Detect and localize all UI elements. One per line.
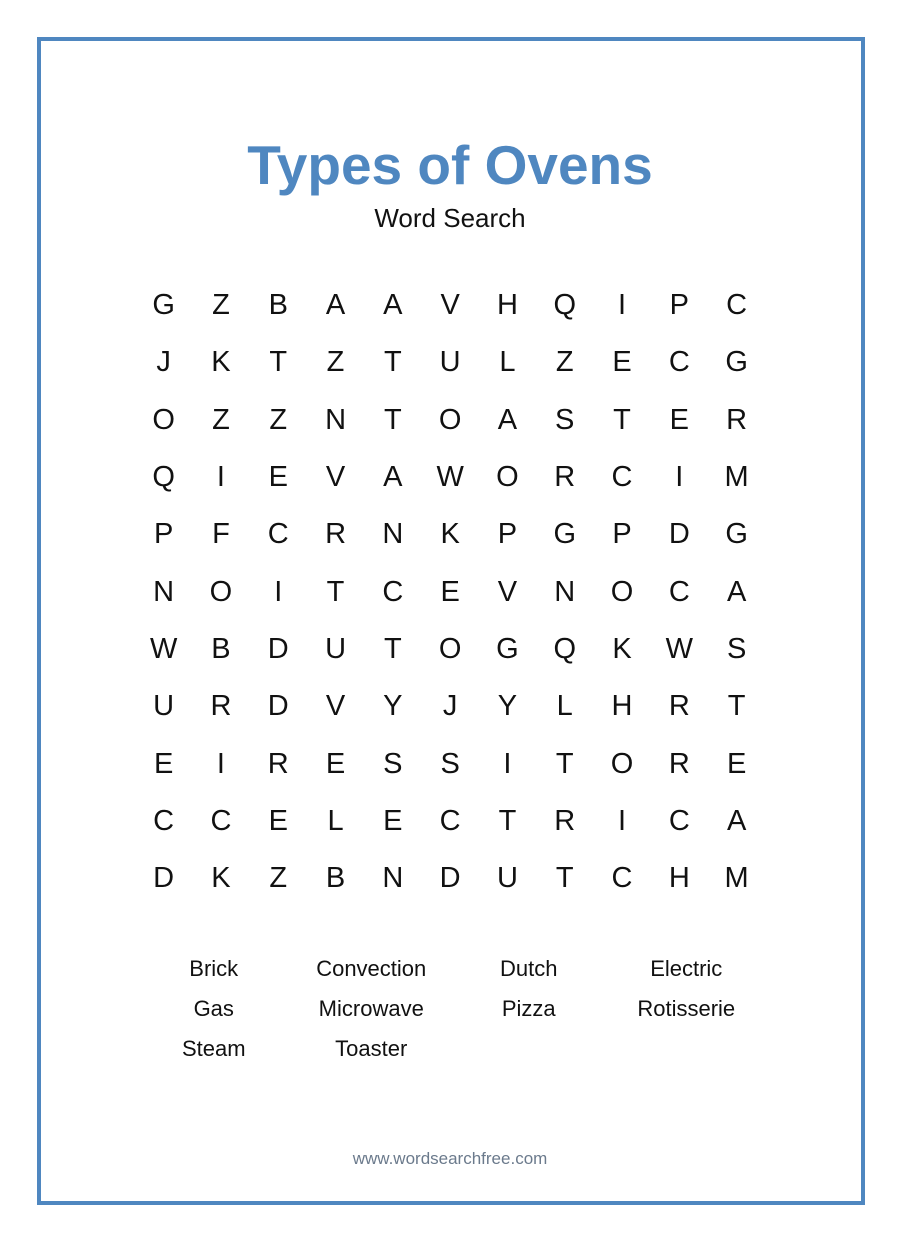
grid-letter: A — [497, 403, 518, 436]
grid-letter: Z — [555, 346, 574, 379]
grid-letter: D — [267, 690, 289, 723]
grid-letter: S — [726, 632, 747, 665]
grid-letter: O — [496, 461, 519, 494]
grid-letter: T — [555, 862, 574, 895]
grid-letter: T — [383, 346, 402, 379]
grid-letter: T — [326, 575, 345, 608]
grid-letter: H — [496, 289, 518, 322]
grid-letter: I — [274, 575, 283, 608]
word-list-item: Microwave — [318, 996, 424, 1021]
grid-letter: L — [556, 690, 573, 723]
grid-letter: C — [726, 289, 748, 322]
grid-letter: H — [611, 690, 633, 723]
grid-letter: I — [216, 747, 225, 780]
grid-letter: I — [617, 289, 627, 322]
grid-letter: E — [612, 346, 632, 379]
grid-letter: K — [440, 518, 460, 551]
grid-letter: G — [725, 346, 748, 379]
grid-letter: C — [439, 804, 461, 837]
grid-letter: L — [327, 804, 344, 837]
word-list — [135, 952, 765, 1072]
grid-letter: Q — [553, 632, 576, 665]
grid-letter: A — [726, 804, 747, 837]
grid-letter: T — [383, 632, 402, 665]
grid-letter: G — [553, 518, 576, 551]
word-list-item: Dutch — [500, 956, 558, 981]
grid-letter: P — [669, 289, 689, 322]
word-list-item: Convection — [316, 956, 427, 981]
grid-letter: H — [668, 862, 690, 895]
grid-letter: E — [153, 747, 174, 780]
grid-letter: U — [496, 862, 518, 895]
grid-letter: L — [499, 346, 516, 379]
grid-letter: S — [440, 747, 460, 780]
grid-letter: Q — [553, 289, 576, 322]
grid-letter: C — [153, 804, 175, 837]
grid-letter: G — [496, 632, 519, 665]
grid-letter: C — [611, 461, 633, 494]
grid-letter: P — [497, 518, 518, 551]
grid-letter: N — [382, 518, 404, 551]
grid-letter: U — [439, 346, 461, 379]
grid-letter: V — [325, 690, 346, 723]
grid-letter: T — [269, 346, 288, 379]
grid-letter: E — [325, 747, 346, 780]
grid-letter: G — [725, 518, 748, 551]
grid-letter: R — [267, 747, 289, 780]
grid-letter: D — [668, 518, 690, 551]
grid-letter: T — [555, 747, 574, 780]
grid-letter: Z — [212, 289, 230, 322]
grid-letter: I — [675, 461, 684, 494]
grid-letter: P — [153, 518, 174, 551]
grid-letter: C — [668, 804, 690, 837]
grid-letter: E — [383, 804, 403, 837]
grid-letter: W — [149, 632, 178, 665]
grid-letter: O — [152, 403, 175, 436]
grid-letter: B — [325, 862, 346, 895]
grid-letter: S — [555, 403, 575, 436]
grid-letter: R — [726, 403, 748, 436]
grid-letter: N — [554, 575, 576, 608]
grid-letter: E — [726, 747, 747, 780]
grid-letter: W — [665, 632, 693, 665]
grid-letter: R — [554, 804, 576, 837]
grid-letter: N — [153, 575, 175, 608]
grid-letter: S — [383, 747, 403, 780]
grid-letter: R — [210, 690, 232, 723]
grid-letter: O — [209, 575, 233, 608]
grid-letter: Y — [497, 690, 518, 723]
letter-grid — [135, 277, 765, 907]
grid-letter: V — [497, 575, 518, 608]
word-list-item: Rotisserie — [637, 996, 736, 1021]
grid-letter: D — [439, 862, 461, 895]
grid-letter: U — [153, 690, 175, 723]
footer-url: www.wordsearchfree.com — [352, 1149, 548, 1168]
page-title: Types of Ovens — [247, 134, 653, 196]
grid-letter: Q — [152, 461, 175, 494]
grid-letter: D — [153, 862, 175, 895]
grid-letter: O — [438, 403, 462, 436]
grid-letter: K — [211, 862, 231, 895]
grid-letter: M — [724, 461, 749, 494]
grid-letter: I — [617, 804, 627, 837]
grid-letter: R — [668, 747, 690, 780]
grid-letter: C — [382, 575, 404, 608]
grid-letter: N — [325, 403, 347, 436]
grid-letter: D — [267, 632, 289, 665]
word-list-item: Gas — [193, 996, 234, 1021]
grid-letter: Z — [269, 403, 288, 436]
grid-letter: T — [383, 403, 402, 436]
grid-letter: C — [267, 518, 289, 551]
grid-letter: N — [382, 862, 404, 895]
grid-letter: R — [325, 518, 347, 551]
grid-letter: P — [612, 518, 632, 551]
grid-letter: C — [210, 804, 232, 837]
grid-letter: E — [268, 804, 288, 837]
grid-letter: K — [211, 346, 231, 379]
grid-letter: I — [503, 747, 512, 780]
grid-letter: G — [152, 289, 175, 322]
grid-letter: A — [383, 461, 403, 494]
grid-letter: E — [669, 403, 689, 436]
grid-letter: F — [212, 518, 230, 551]
word-list-item: Brick — [189, 956, 239, 981]
grid-letter: J — [442, 690, 458, 723]
grid-letter: V — [325, 461, 346, 494]
grid-letter: J — [156, 346, 171, 379]
grid-letter: R — [668, 690, 690, 723]
grid-letter: A — [383, 289, 403, 322]
grid-letter: Y — [383, 690, 403, 723]
word-list-item: Pizza — [501, 996, 556, 1021]
grid-letter: C — [668, 346, 690, 379]
grid-letter: Z — [212, 403, 230, 436]
grid-letter: T — [613, 403, 631, 436]
grid-letter: R — [554, 461, 576, 494]
word-list-item: Steam — [181, 1036, 246, 1061]
grid-letter: U — [325, 632, 347, 665]
grid-letter: C — [668, 575, 690, 608]
grid-letter: W — [436, 461, 464, 494]
grid-letter: B — [268, 289, 288, 322]
word-list-item: Toaster — [335, 1036, 408, 1061]
grid-letter: O — [610, 575, 634, 608]
grid-letter: Z — [326, 346, 345, 379]
grid-letter: Z — [269, 862, 288, 895]
grid-letter: V — [440, 289, 460, 322]
grid-letter: T — [727, 690, 746, 723]
grid-letter: O — [610, 747, 634, 780]
grid-letter: B — [211, 632, 231, 665]
grid-letter: A — [726, 575, 747, 608]
word-list-item: Electric — [650, 956, 723, 981]
grid-letter: K — [612, 632, 632, 665]
grid-letter: O — [438, 632, 462, 665]
grid-letter: T — [498, 804, 517, 837]
grid-letter: C — [611, 862, 633, 895]
grid-letter: A — [325, 289, 346, 322]
grid-letter: M — [724, 862, 749, 895]
grid-letter: E — [440, 575, 460, 608]
grid-letter: I — [216, 461, 225, 494]
page-subtitle: Word Search — [374, 203, 526, 233]
grid-letter: E — [268, 461, 288, 494]
